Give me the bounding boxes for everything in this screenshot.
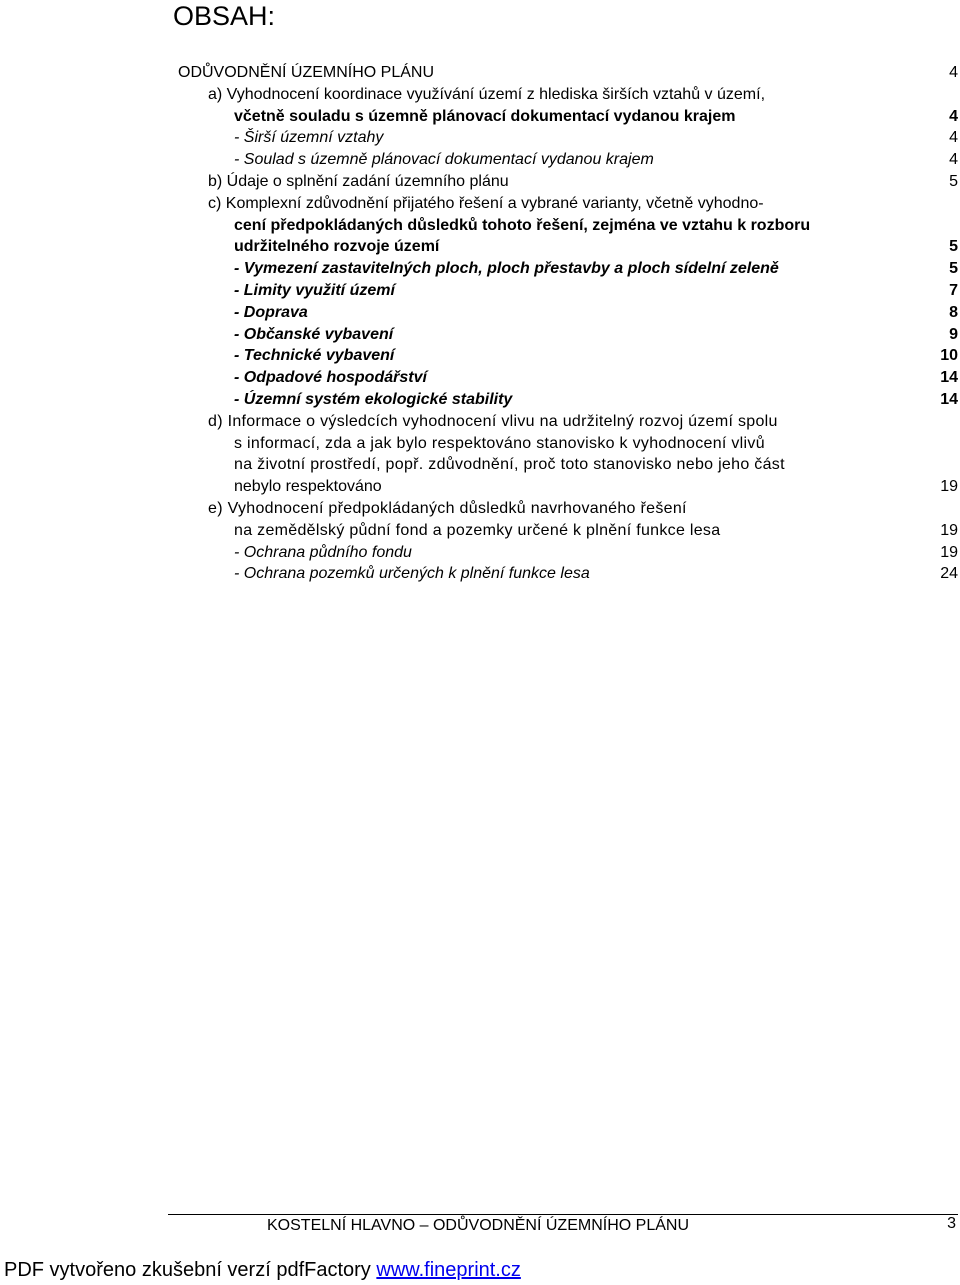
toc-entry-e (0, 498, 960, 520)
toc-entry-e2 (0, 563, 960, 585)
toc-entry-text: - Územní systém ekologické stability (234, 390, 513, 408)
page-heading: OBSAH: (173, 1, 276, 31)
toc-entry-c6 (0, 367, 960, 389)
toc-entry-text: b) Údaje o splnění zadání územního plánu (208, 172, 509, 190)
toc-entry-page: 4 (949, 64, 958, 81)
toc-entry-main (0, 62, 960, 84)
footer-title: KOSTELNÍ HLAVNO – ODŮVODNĚNÍ ÚZEMNÍHO PLÁNU (267, 1217, 689, 1234)
toc-entry-text: d) Informace o výsledcích vyhodnocení vlivu na udržitelný rozvoj území spolu (208, 412, 778, 430)
toc-entry-c2 (0, 280, 960, 302)
toc-entry-c-cont2 (0, 236, 960, 258)
toc-entry-a1 (0, 127, 960, 149)
toc-entry-text: - Ochrana půdního fondu (234, 543, 412, 561)
toc-entry-page: 10 (940, 347, 958, 365)
toc-entry-text: - Limity využití území (234, 281, 395, 299)
toc-entry-text: na zemědělský půdní fond a pozemky určené k plnění funkce lesa (234, 521, 721, 539)
toc-entry-page: 4 (949, 129, 958, 147)
toc-entry-text: - Soulad s územně plánovací dokumentací vydanou krajem (234, 151, 654, 169)
pdf-banner-text: PDF vytvořeno zkušební verzí pdfFactory (4, 1259, 377, 1281)
toc-entry-c-cont (0, 215, 960, 237)
toc-entry-text: cení předpokládaných důsledků tohoto řešení, zejména ve vztahu k rozboru (234, 216, 811, 234)
toc-entry-text: udržitelného rozvoje území (234, 238, 440, 256)
toc-entry-text: a) Vyhodnocení koordinace využívání území z hlediska širších vztahů v území, (208, 85, 766, 103)
toc-entry-b (0, 171, 960, 193)
toc-entry-d (0, 411, 960, 433)
toc-entry-c (0, 193, 960, 215)
toc-entry-page: 14 (940, 369, 958, 387)
toc-entry-c3 (0, 302, 960, 324)
toc-entry-text: ODŮVODNĚNÍ ÚZEMNÍHO PLÁNU (178, 64, 435, 81)
toc-entry-text: na životní prostředí, popř. zdůvodnění, proč toto stanovisko nebo jeho část (234, 456, 785, 474)
toc-entry-text: c) Komplexní zdůvodnění přijatého řešení a vybrané varianty, včetně vyhodno- (208, 194, 764, 212)
toc-entry-page: 8 (949, 303, 958, 321)
toc-entry-c1 (0, 258, 960, 280)
toc-entry-page: 19 (940, 521, 958, 539)
toc-entry-text: - Vymezení zastavitelných ploch, ploch přestavby a ploch sídelní zeleně (234, 260, 779, 278)
footer-page-number: 3 (947, 1215, 956, 1232)
toc-entry-e-cont (0, 520, 960, 542)
toc-entry-text: - Technické vybavení (234, 347, 395, 365)
toc-entry-page: 14 (940, 390, 958, 408)
toc-entry-text: e) Vyhodnocení předpokládaných důsledků navrhovaného řešení (208, 499, 687, 517)
toc-entry-page: 4 (949, 107, 958, 125)
toc-entry-page: 19 (940, 543, 958, 561)
toc-entry-text: včetně souladu s územně plánovací dokumentací vydanou krajem (234, 107, 736, 125)
toc-entry-page: 4 (949, 151, 958, 169)
toc-entry-a (0, 84, 960, 106)
toc-entry-page: 5 (949, 260, 958, 278)
toc-entry-page: 19 (940, 478, 958, 496)
toc-entry-text: - Odpadové hospodářství (234, 369, 427, 387)
toc-entry-text: nebylo respektováno (234, 478, 382, 496)
toc-entry-page: 7 (949, 281, 958, 299)
toc-entry-page: 24 (940, 565, 958, 583)
toc-entry-text: - Doprava (234, 303, 308, 321)
toc-entry-page: 5 (949, 172, 958, 190)
toc-entry-text: - Širší územní vztahy (234, 129, 384, 147)
toc-entry-c7 (0, 389, 960, 411)
toc-entry-text: - Občanské vybavení (234, 325, 394, 343)
toc-entry-text: - Ochrana pozemků určených k plnění funkce lesa (234, 565, 590, 583)
table-of-contents (0, 62, 960, 585)
toc-entry-d-cont (0, 433, 960, 455)
toc-entry-a2 (0, 149, 960, 171)
pdf-banner (4, 1256, 521, 1284)
fineprint-link[interactable]: www.fineprint.cz (376, 1259, 521, 1281)
toc-entry-d-cont2 (0, 454, 960, 476)
toc-entry-c4 (0, 324, 960, 346)
toc-entry-page: 5 (949, 238, 958, 256)
toc-entry-e1 (0, 542, 960, 564)
toc-entry-text: s informací, zda a jak bylo respektováno stanovisko k vyhodnocení vlivů (234, 434, 765, 452)
toc-entry-page: 9 (949, 325, 958, 343)
toc-entry-c5 (0, 345, 960, 367)
toc-entry-d-cont3 (0, 476, 960, 498)
toc-entry-a-cont (0, 106, 960, 128)
